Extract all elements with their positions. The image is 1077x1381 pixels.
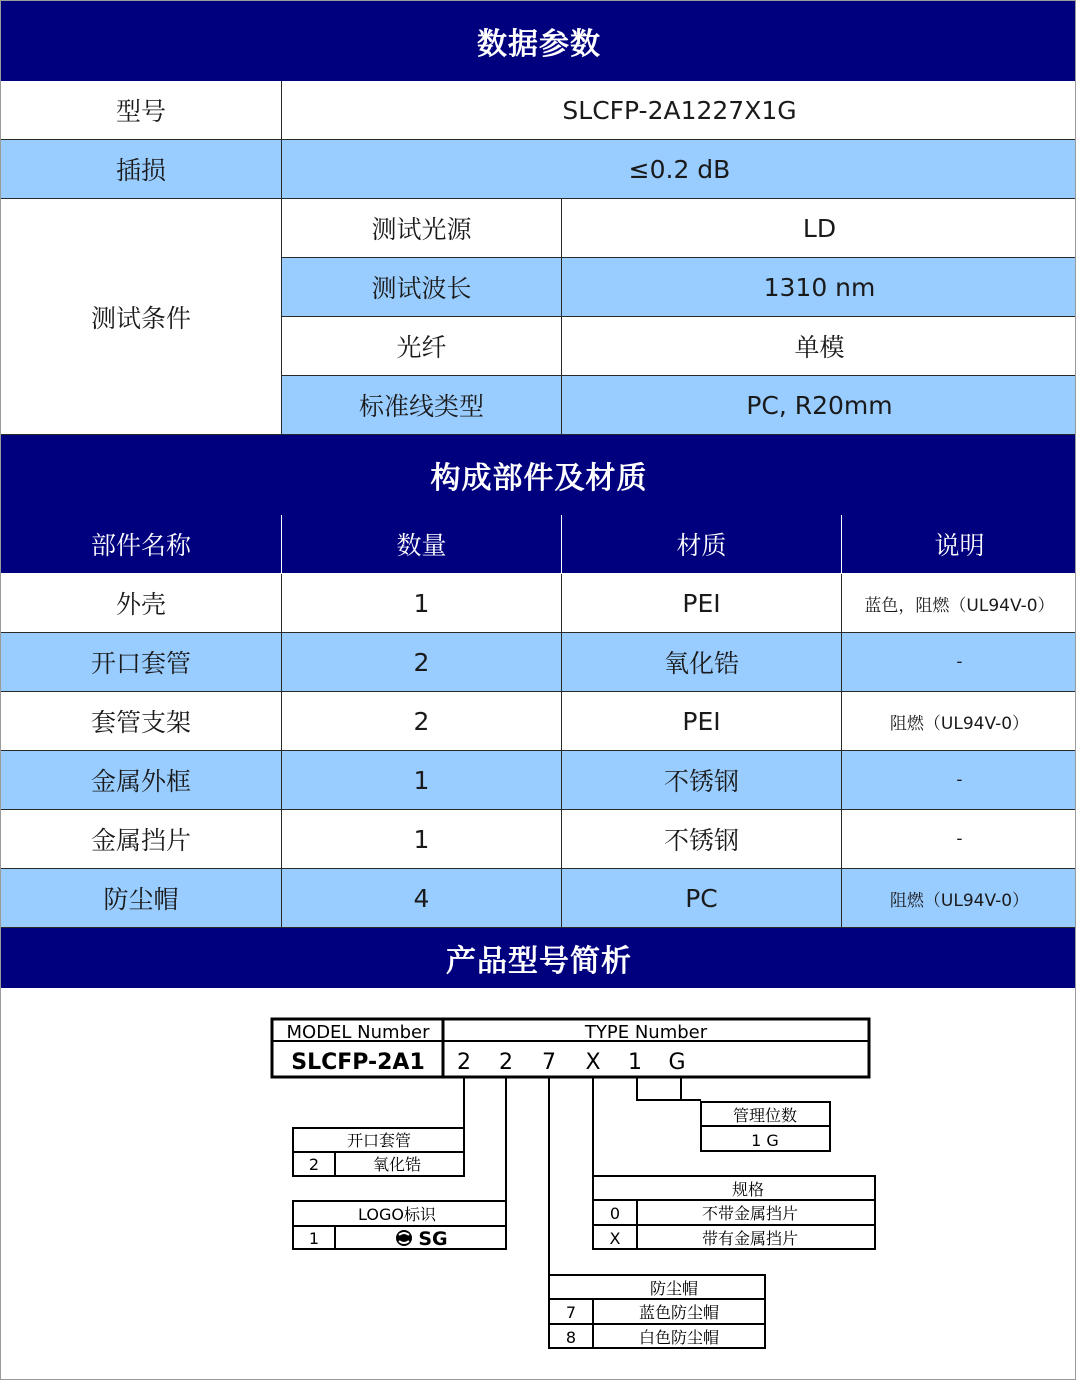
parts-header-qty: 数量	[282, 515, 562, 574]
cap-box-code: 7	[565, 1303, 577, 1322]
part-note: -	[842, 751, 1076, 810]
spec-box-code: 0	[609, 1204, 621, 1223]
sleeve-box-desc: 氧化锆	[372, 1155, 422, 1174]
part-note: -	[842, 810, 1076, 869]
type-char: X	[585, 1050, 601, 1075]
part-qty: 2	[282, 692, 562, 751]
part-note: -	[842, 633, 1076, 692]
model-section-title: 产品型号简析	[1, 928, 1076, 988]
type-char: 7	[542, 1050, 556, 1075]
params-section-title: 数据参数	[1, 1, 1076, 81]
cap-box-title: 防尘帽	[649, 1279, 699, 1298]
logo-box-text: SG	[418, 1228, 448, 1250]
type-number-label: TYPE Number	[584, 1022, 708, 1043]
spec-box-desc: 带有金属挡片	[701, 1229, 799, 1248]
condition-value: LD	[562, 199, 1076, 258]
insertion-loss-value: ≤0.2 dB	[282, 140, 1076, 199]
condition-name: 测试光源	[282, 199, 562, 258]
cap-box-desc: 蓝色防尘帽	[638, 1303, 720, 1322]
condition-value: PC, R20mm	[562, 376, 1076, 435]
parts-header-name: 部件名称	[1, 515, 282, 574]
part-name: 开口套管	[1, 633, 282, 692]
condition-value: 1310 nm	[562, 258, 1076, 317]
type-char: 1	[628, 1050, 642, 1075]
part-material: PEI	[562, 574, 842, 633]
condition-value: 单模	[562, 317, 1076, 376]
spec-box-desc: 不带金属挡片	[701, 1204, 799, 1223]
type-char: 2	[457, 1050, 471, 1075]
type-char: 2	[499, 1050, 513, 1075]
model-number-label: MODEL Number	[286, 1022, 430, 1043]
insertion-loss-label: 插损	[1, 140, 282, 199]
logo-box-code: 1	[308, 1229, 320, 1248]
part-name: 金属外框	[1, 751, 282, 810]
model-value: SLCFP-2A1227X1G	[282, 81, 1076, 140]
mgmt-box-title: 管理位数	[732, 1106, 798, 1125]
part-name: 防尘帽	[1, 869, 282, 928]
part-name: 金属挡片	[1, 810, 282, 869]
sleeve-box-code: 2	[308, 1155, 320, 1174]
part-qty: 1	[282, 810, 562, 869]
sg-logo-icon	[396, 1230, 412, 1246]
part-qty: 2	[282, 633, 562, 692]
condition-name: 测试波长	[282, 258, 562, 317]
mgmt-box-value: 1 G	[751, 1131, 779, 1150]
part-material: PC	[562, 869, 842, 928]
part-qty: 1	[282, 751, 562, 810]
parts-header-material: 材质	[562, 515, 842, 574]
part-material: 不锈钢	[562, 751, 842, 810]
parts-section-title: 构成部件及材质	[1, 435, 1076, 515]
part-note: 阻燃（UL94V-0）	[842, 869, 1076, 928]
part-name: 外壳	[1, 574, 282, 633]
cap-box-desc: 白色防尘帽	[638, 1328, 720, 1347]
part-material: 氧化锆	[562, 633, 842, 692]
spec-box-code: X	[609, 1229, 621, 1248]
model-label: 型号	[1, 81, 282, 140]
logo-box-title: LOGO标识	[358, 1205, 436, 1224]
type-char: G	[668, 1050, 686, 1075]
part-qty: 4	[282, 869, 562, 928]
part-material: 不锈钢	[562, 810, 842, 869]
part-material: PEI	[562, 692, 842, 751]
test-conditions-label: 测试条件	[1, 199, 282, 435]
part-name: 套管支架	[1, 692, 282, 751]
cap-box-code: 8	[565, 1328, 577, 1347]
model-number-diagram	[1, 988, 1076, 1380]
condition-name: 标准线类型	[282, 376, 562, 435]
parts-header-note: 说明	[842, 515, 1076, 574]
part-note: 蓝色，阻燃（UL94V-0）	[842, 574, 1076, 633]
spec-box-title: 规格	[731, 1180, 765, 1199]
part-note: 阻燃（UL94V-0）	[842, 692, 1076, 751]
part-qty: 1	[282, 574, 562, 633]
sleeve-box-title: 开口套管	[346, 1131, 412, 1150]
model-code: SLCFP-2A1	[291, 1050, 425, 1075]
condition-name: 光纤	[282, 317, 562, 376]
